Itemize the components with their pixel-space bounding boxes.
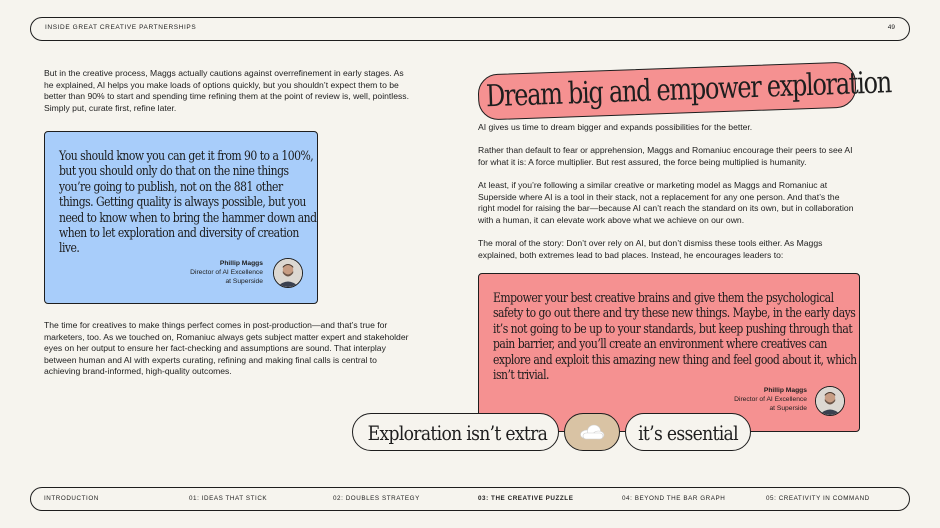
- avatar: [815, 386, 845, 416]
- pill-exploration: [352, 413, 559, 451]
- quote-card-maggs-2: [478, 273, 860, 432]
- person-icon: [816, 387, 844, 415]
- right-paragraph-4: The moral of the story: Don’t over rely on AI, but don’t dismiss these tools either. As Maggs explained, both extremes lead to bad places. Instead, he encourages leaders to:: [478, 238, 823, 260]
- header-title: INSIDE GREAT CREATIVE PARTNERSHIPS: [45, 24, 197, 31]
- pill-right-text: it’s essential: [638, 421, 738, 445]
- person-icon: [274, 259, 302, 287]
- right-paragraph-3: At least, if you’re following a similar creative or marketing model as Maggs and Romaniuc at Superside where AI is a tool in their stack, not a replacement for any one person. And that’s the right model for raising the bar—because AI can’t reach the standard on its own, but in collaboration with a human, it can elevate work above what we achieve on our own.: [478, 180, 854, 225]
- section-headline: Dream big and empower exploration: [485, 65, 892, 115]
- page-number: 49: [887, 24, 895, 31]
- nav-the-creative-puzzle[interactable]: 03: THE CREATIVE PUZZLE: [478, 495, 574, 502]
- attribution-name: Phillip Maggs: [219, 260, 263, 267]
- nav-beyond-the-bar-graph[interactable]: 04: BEYOND THE BAR GRAPH: [622, 495, 726, 502]
- nav-doubles-strategy[interactable]: 02: DOUBLES STRATEGY: [333, 495, 420, 502]
- nav-introduction[interactable]: INTRODUCTION: [44, 495, 99, 502]
- right-paragraph-2: Rather than default to fear or apprehension, Maggs and Romaniuc encourage their peers to see AI for what it is: A force multiplier. But rest assured, the force being multiplied is humanity.: [478, 145, 853, 167]
- cloud-icon: [565, 414, 619, 450]
- nav-ideas-that-stick[interactable]: 01: IDEAS THAT STICK: [189, 495, 268, 502]
- quote-text: You should know you can get it from 90 to a 100%, but you should only do that on the nine things you’re going to publish, not on the 881 other things. Getting quality is always possible, but you need to know when to bring the hammer down and when to let exploration and diversity of creation live.: [59, 148, 317, 256]
- quote-attribution: [734, 386, 807, 413]
- pill-essential: [625, 413, 751, 451]
- right-paragraph-1: AI gives us time to dream bigger and expands possibilities for the better.: [478, 122, 753, 132]
- avatar: [273, 258, 303, 288]
- attribution-role: Director of AI Excellence: [190, 269, 263, 276]
- attribution-company: at Superside: [225, 278, 263, 285]
- quote-attribution: [190, 259, 263, 286]
- quote-card-maggs-1: [44, 131, 318, 304]
- pill-left-text: Exploration isn’t extra: [367, 421, 548, 445]
- footer-nav: [30, 487, 910, 511]
- attribution-company: at Superside: [769, 405, 807, 412]
- nav-creativity-in-command[interactable]: 05: CREATIVITY IN COMMAND: [766, 495, 870, 502]
- left-paragraph-2: The time for creatives to make things perfect comes in post-production—and that’s true for marketers, too. As we touched on, Romaniuc always gets subject matter expert and stakeholder eyes on her output to ensure her fact-checking and assumptions are sound. That interplay between human and AI with experts curating, refining and making final calls is central to achieving brand-informed, high-quality outcomes.: [44, 320, 409, 377]
- headline-banner: [477, 61, 892, 120]
- cloud-pill: [564, 413, 620, 451]
- attribution-role: Director of AI Excellence: [734, 396, 807, 403]
- left-paragraph-1: But in the creative process, Maggs actually cautions against overrefinement in early stages. As he explained, AI helps you make loads of options quickly, but you shouldn’t expect them to be better than 90% to start and spending time refining them at the point of review is, well, pointless. Simply put, curate first, refine later.: [44, 68, 409, 113]
- attribution-name: Phillip Maggs: [763, 387, 807, 394]
- quote-text: Empower your best creative brains and give them the psychological safety to go out there and try these new things. Maybe, in the early days it’s not going to be up to your standards, but keep pushing through that pain barrier, and you’ll create an environment where creatives can explore and exploit this amazing new thing and feel good about it, which isn’t trivial.: [493, 290, 857, 383]
- header-bar: [30, 17, 910, 41]
